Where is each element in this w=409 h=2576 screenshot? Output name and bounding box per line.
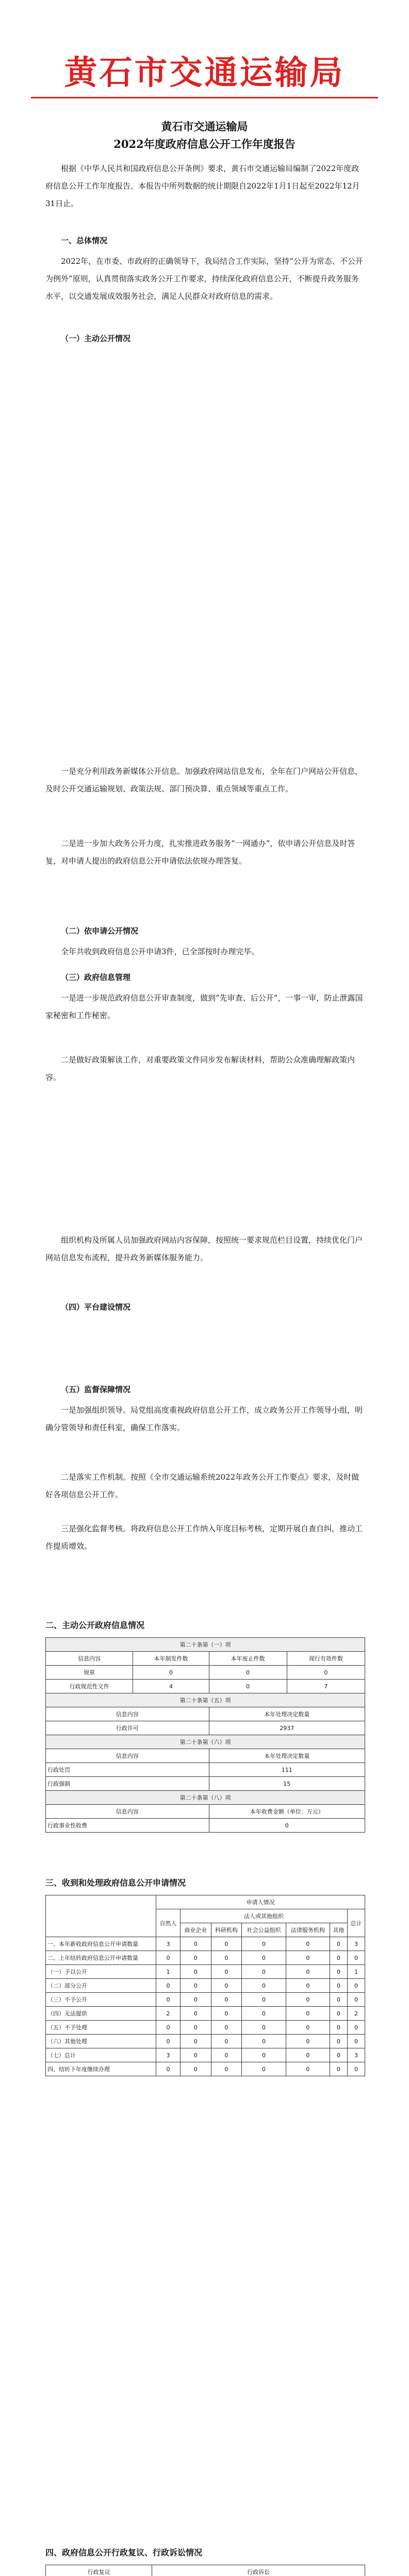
row-label: （四）无法提供 (46, 2007, 156, 2021)
cell: 0 (211, 2007, 242, 2021)
row-label: （二）部分公开 (46, 1979, 156, 1993)
table-subhead: 第二十条第（一）项 (46, 1638, 365, 1652)
supervise-paragraph-2: 二是落实工作机制。按照《全市交通运输系统2022年政务公开工作要点》要求，及时做好各项信息公开工作。 (45, 1472, 359, 1499)
cell: 0 (242, 1937, 286, 1951)
row-label: （五）不予处理 (46, 2021, 156, 2035)
cell: 0 (180, 1993, 211, 2007)
cell: 0 (242, 2048, 286, 2062)
col-header: 社会公益组织 (242, 1923, 286, 1937)
cell: 0 (330, 2007, 348, 2021)
cell: 0 (348, 1951, 365, 1965)
cell: 行政事业性收费 (46, 1819, 209, 1833)
cell: 0 (242, 1965, 286, 1979)
cell: 0 (286, 1965, 330, 1979)
supervise-paragraph-3: 三是强化监督考核。将政府信息公开工作纳入年度目标考核，定期开展自查自纠，推动工作提质增效。 (45, 1524, 363, 1551)
cell: 0 (286, 1979, 330, 1993)
table-row (46, 1763, 365, 1777)
report-title-line2: 2022年度政府信息公开工作年度报告 (113, 138, 296, 150)
col-header: 现行有效件数 (287, 1652, 365, 1666)
cell: 0 (330, 2048, 348, 2062)
red-divider (31, 97, 378, 98)
manage-paragraph-2: 二是做好政策解读工作，对重要政策文件同步发布解读材料，帮助公众准确理解政策内容。 (45, 1055, 355, 1082)
masthead: 黄石市交通运输局 (64, 54, 345, 92)
col-header: 法人或其他组织 (180, 1909, 347, 1923)
col-header: 申请人情况 (156, 1895, 365, 1909)
table-row (46, 2021, 365, 2035)
sub-heading-supervise: （五）监督保障情况 (61, 1385, 131, 1394)
table-row (46, 2007, 365, 2021)
cell: 0 (348, 2062, 365, 2076)
cell: 0 (209, 1819, 365, 1833)
col-header: 科研机构 (211, 1923, 242, 1937)
cell: 0 (330, 1965, 348, 1979)
table-row (46, 2035, 365, 2048)
cell: 0 (330, 1937, 348, 1951)
manage-paragraph-1: 一是进一步规范政府信息公开审查制度，做到“先审查、后公开”，一事一审，防止泄露国家秘密和工作秘密。 (45, 993, 363, 1020)
col-header: 行政诉讼 (152, 2565, 365, 2576)
apply-paragraph: 全年共收到政府信息公开申请3件，已全部按时办理完毕。 (61, 947, 259, 956)
cell: 2 (156, 2007, 181, 2021)
row-label: 四、结转下年度继续办理 (46, 2062, 156, 2076)
cell: 0 (242, 2021, 286, 2035)
row-label: （三）不予公开 (46, 1993, 156, 2007)
cell: 0 (242, 2007, 286, 2021)
col-header: 信息内容 (46, 1805, 209, 1819)
report-title-line1: 黄石市交通运输局 (161, 120, 248, 133)
cell: 0 (286, 2062, 330, 2076)
cell: 0 (211, 1951, 242, 1965)
cell: 行政规范性文件 (46, 1680, 133, 1693)
col-header: 本年制发件数 (133, 1652, 209, 1666)
row-label: （六）其他处理 (46, 2035, 156, 2048)
cell: 0 (211, 2048, 242, 2062)
table-subhead: 第二十条第（六）项 (46, 1735, 365, 1749)
cell: 0 (156, 2035, 181, 2048)
section-3-heading: 三、收到和处理政府信息公开申请情况 (45, 1878, 186, 1888)
cell: 0 (242, 2035, 286, 2048)
cell: 0 (211, 2021, 242, 2035)
table-row (46, 1666, 365, 1680)
cell: 0 (330, 2021, 348, 2035)
cell: 0 (348, 1979, 365, 1993)
cell: 0 (286, 2007, 330, 2021)
sub-heading-manage: （三）政府信息管理 (61, 973, 131, 982)
cell: 0 (156, 2021, 181, 2035)
supervise-paragraph-1: 一是加强组织领导。局党组高度重视政府信息公开工作，成立政务公开工作领导小组，明确分管领导和责任科室，确保工作落实。 (45, 1405, 363, 1432)
cell: 0 (156, 1979, 181, 1993)
col-header: 行政复议 (46, 2565, 152, 2576)
platform-paragraph: 组织机构及所属人员加强政府网站内容保障，按照统一要求规范栏目设置，持续优化门户网站信息发布流程，提升政务新媒体服务能力。 (45, 1235, 363, 1262)
intro-paragraph: 根据《中华人民共和国政府信息公开条例》要求，黄石市交通运输局编制了2022年度政府信息公开工作年度报告。本报告中所列数据的统计期限自2022年1月1日起至2022年12月31日止。 (45, 164, 360, 208)
cell: 2937 (209, 1721, 365, 1735)
cell: 0 (348, 1993, 365, 2007)
review-litigation-table (45, 2565, 365, 2576)
row-label: 一、本年新收政府信息公开申请数量 (46, 1937, 156, 1951)
cell: 0 (211, 1979, 242, 1993)
active-paragraph-1: 一是充分利用政务新媒体公开信息。加强政府网站信息发布，全年在门户网站公开信息，及时公开交通运输规划、政策法规、部门预决算、重点领域等重点工作。 (45, 767, 363, 793)
col-header: 总计 (348, 1909, 365, 1937)
cell: 0 (156, 1951, 181, 1965)
cell: 3 (156, 1937, 181, 1951)
cell: 0 (286, 1993, 330, 2007)
col-header: 法律服务机构 (286, 1923, 330, 1937)
cell: 0 (209, 1680, 287, 1693)
table-subhead: 第二十条第（八）项 (46, 1791, 365, 1805)
cell: 0 (286, 2021, 330, 2035)
row-label: 二、上年结转政府信息公开申请数量 (46, 1951, 156, 1965)
cell: 0 (242, 1979, 286, 1993)
corner-cell (46, 1895, 156, 1937)
cell: 0 (211, 1993, 242, 2007)
table-row (46, 1721, 365, 1735)
table-subhead: 第二十条第（五）项 (46, 1693, 365, 1707)
table-row (46, 2048, 365, 2062)
table-row (46, 1979, 365, 1993)
cell: 0 (286, 2048, 330, 2062)
cell: 0 (330, 1979, 348, 1993)
table-row (46, 1777, 365, 1791)
col-header: 其他 (330, 1923, 348, 1937)
cell: 0 (180, 1979, 211, 1993)
cell: 111 (209, 1763, 365, 1777)
table-row (46, 1965, 365, 1979)
col-header: 本年废止件数 (209, 1652, 287, 1666)
cell: 2 (348, 2007, 365, 2021)
cell: 3 (156, 2048, 181, 2062)
cell: 0 (348, 2021, 365, 2035)
section-2-heading: 二、主动公开政府信息情况 (45, 1620, 145, 1630)
cell: 0 (286, 1937, 330, 1951)
sub-heading-apply: （二）依申请公开情况 (61, 926, 139, 936)
cell: 1 (156, 1965, 181, 1979)
cell: 0 (242, 1993, 286, 2007)
cell: 0 (180, 2007, 211, 2021)
cell: 0 (156, 1993, 181, 2007)
cell: 0 (330, 1993, 348, 2007)
col-header: 信息内容 (46, 1749, 209, 1763)
cell: 4 (133, 1680, 209, 1693)
section-4-heading: 四、政府信息公开行政复议、行政诉讼情况 (45, 2548, 203, 2557)
table-row (46, 1993, 365, 2007)
col-header: 自然人 (156, 1909, 181, 1937)
row-label: （七）总计 (46, 2048, 156, 2062)
cell: 行政许可 (46, 1721, 209, 1735)
col-header: 信息内容 (46, 1707, 209, 1721)
cell: 0 (211, 1965, 242, 1979)
cell: 0 (286, 1951, 330, 1965)
cell: 0 (156, 2062, 181, 2076)
cell: 0 (242, 1951, 286, 1965)
cell: 0 (330, 1951, 348, 1965)
cell: 3 (348, 2048, 365, 2062)
col-header: 本年处理决定数量 (209, 1707, 365, 1721)
application-table (45, 1895, 365, 2076)
table-row (46, 1951, 365, 1965)
overview-paragraph: 2022年，在市委、市政府的正确领导下，我局结合工作实际，坚持“公开为常态、不公开为例外”原则，认真贯彻落实政务公开工作要求，持续深化政府信息公开，不断提升政务服务水平，以交通发展成效服务社会，满足人民群众对政府信息的需求。 (45, 257, 363, 301)
col-header: 信息内容 (46, 1652, 133, 1666)
cell: 0 (180, 1937, 211, 1951)
cell: 0 (180, 2062, 211, 2076)
active-paragraph-2: 二是进一步加大政务公开力度，扎实推进政务服务“一网通办”，依申请公开信息及时答复，对申请人提出的政府信息公开申请依法依规办理答复。 (45, 839, 355, 866)
section-1-heading: 一、总体情况 (61, 236, 108, 245)
col-header: 本年处理决定数量 (209, 1749, 365, 1763)
cell: 行政处罚 (46, 1763, 209, 1777)
cell: 行政强制 (46, 1777, 209, 1791)
active-disclosure-table (45, 1637, 365, 1833)
table-row (46, 1680, 365, 1693)
cell: 0 (180, 2021, 211, 2035)
cell: 0 (287, 1666, 365, 1680)
table-row (46, 2062, 365, 2076)
cell: 3 (348, 1937, 365, 1951)
cell: 0 (348, 2035, 365, 2048)
cell: 0 (286, 2035, 330, 2048)
cell: 0 (209, 1666, 287, 1680)
cell: 0 (180, 1951, 211, 1965)
cell: 0 (211, 1937, 242, 1951)
row-label: （一）予以公开 (46, 1965, 156, 1979)
cell: 0 (330, 2062, 348, 2076)
cell: 0 (330, 2035, 348, 2048)
col-header: 本年收费金额（单位：万元） (209, 1805, 365, 1819)
cell: 0 (180, 2035, 211, 2048)
cell: 15 (209, 1777, 365, 1791)
cell: 0 (242, 2062, 286, 2076)
sub-heading-active: （一）主动公开情况 (61, 334, 131, 343)
sub-heading-platform: （四）平台建设情况 (61, 1302, 131, 1312)
cell: 1 (348, 1965, 365, 1979)
cell: 0 (211, 2062, 242, 2076)
cell: 规章 (46, 1666, 133, 1680)
table-row (46, 1819, 365, 1833)
cell: 0 (180, 1965, 211, 1979)
cell: 0 (211, 2035, 242, 2048)
col-header: 商业企业 (180, 1923, 211, 1937)
table-row (46, 1937, 365, 1951)
cell: 7 (287, 1680, 365, 1693)
cell: 0 (133, 1666, 209, 1680)
cell: 0 (180, 2048, 211, 2062)
